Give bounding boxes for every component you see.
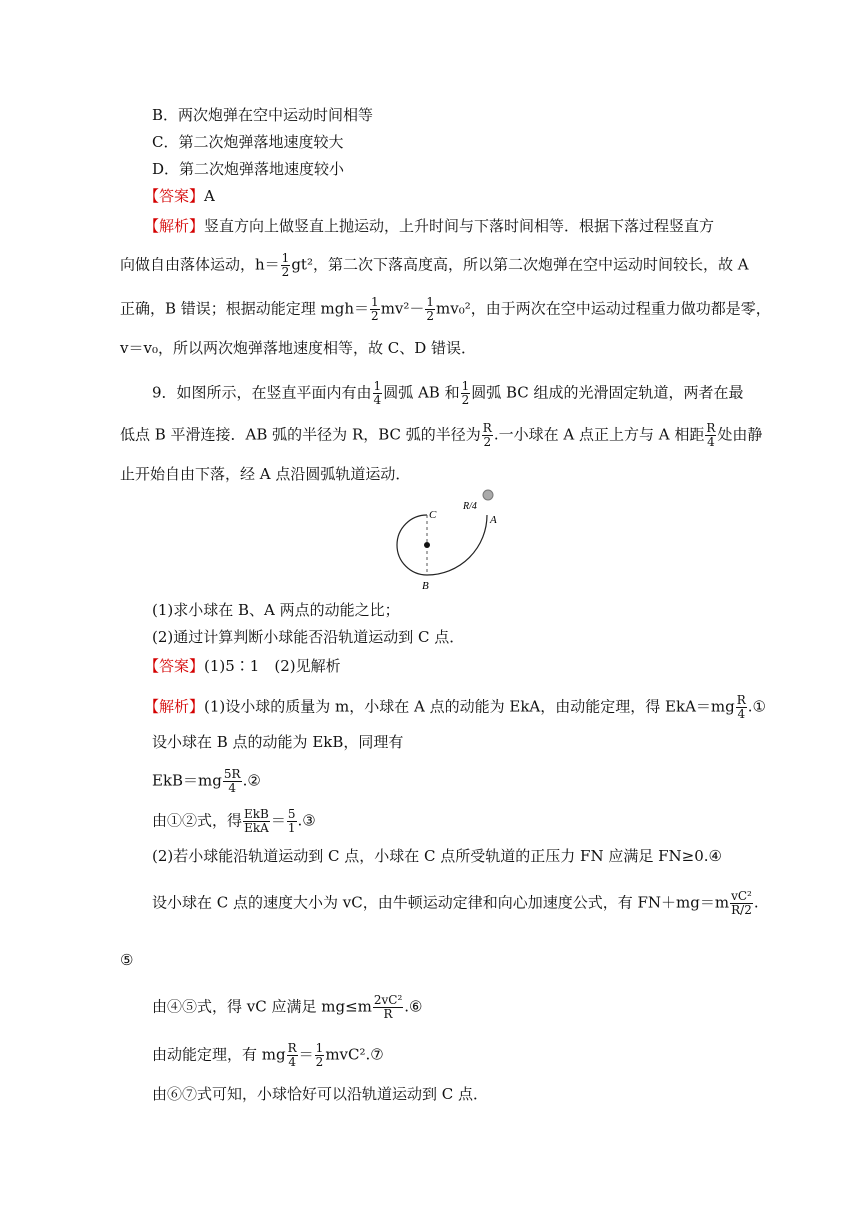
- answer-value: (1)5∶1 (2)见解析: [204, 657, 341, 675]
- fraction: $\frac{1}{2}$: [315, 1041, 324, 1069]
- text: .: [753, 893, 759, 912]
- fraction: $\frac{\text{vC²}}{R/2}$: [731, 889, 752, 917]
- text: ＝: [270, 811, 286, 830]
- question-9-sub1: (1)求小球在 B、A 两点的动能之比；: [152, 601, 400, 619]
- option-b: B．两次炮弹在空中运动时间相等: [152, 106, 374, 124]
- text: 向做自由落体运动，h＝: [120, 255, 280, 274]
- fraction: $\frac{1}{2}$: [426, 295, 435, 323]
- arc-bc: [397, 515, 427, 575]
- text: .一小球在 A 点正上方与 A 相距: [493, 425, 705, 444]
- text: .②: [242, 771, 261, 790]
- fraction: $\frac{5}{1}$: [287, 807, 296, 835]
- explanation-9-line8: [152, 994, 423, 1021]
- text: .③: [297, 811, 316, 830]
- option-c: C．第二次炮弹落地速度较大: [152, 133, 344, 151]
- fraction: $\frac{R}{4}$: [287, 1041, 297, 1069]
- fraction: $\frac{\text{EkB}}{\text{EkA}}$: [244, 807, 269, 835]
- answer-9: [144, 656, 341, 676]
- explanation-8-line2: [120, 252, 749, 279]
- text: 竖直方向上做竖直上抛运动，上升时间与下落时间相等．根据下落过程竖直方: [204, 217, 715, 235]
- text: 设小球在 C 点的速度大小为 vC，由牛顿运动定律和向心加速度公式，有 FN＋mg＝m: [152, 893, 730, 912]
- text: 正确，B 错误；根据动能定理 mgh＝: [120, 299, 370, 318]
- label-r4: R/4: [463, 501, 477, 512]
- text: 低点 B 平滑连接．AB 弧的半径为 R，BC 弧的半径为: [120, 425, 481, 444]
- question-9-line2: [120, 422, 762, 449]
- text: gt²，第二次下落高度高，所以第二次炮弹在空中运动时间较长，故 A: [291, 255, 749, 274]
- explanation-9-line5: (2)若小球能沿轨道运动到 C 点，小球在 C 点所受轨道的正压力 FN 应满足 FN≥0.④: [152, 847, 722, 865]
- explanation-9-line2: 设小球在 B 点的动能为 EkB，同理有: [152, 733, 404, 751]
- explanation-tag: 【解析】: [144, 697, 205, 716]
- explanation-9-line10: 由⑥⑦式可知，小球恰好可以沿轨道运动到 C 点．: [152, 1085, 489, 1103]
- arc-ab: [427, 515, 487, 575]
- fraction: $\frac{R}{4}$: [736, 693, 746, 721]
- explanation-8-line3: [120, 296, 771, 323]
- answer-8: [144, 186, 215, 206]
- explanation-9-line4: [152, 808, 316, 835]
- text: 处由静: [717, 425, 763, 444]
- explanation-9-line3: [152, 768, 261, 795]
- answer-value: A: [204, 187, 215, 205]
- fraction: $\frac{\text{2vC²}}{R}$: [373, 993, 403, 1021]
- text: mv₀²，由于两次在空中运动过程重力做功都是零，: [436, 299, 771, 318]
- explanation-8-line1: [144, 216, 714, 236]
- text: 9．如图所示，在竖直平面内有由: [152, 383, 372, 402]
- answer-tag: 【答案】: [144, 657, 205, 675]
- text: 由①②式，得: [152, 811, 243, 830]
- text: .①: [747, 697, 766, 716]
- explanation-8-line4: v＝v₀，所以两次炮弹落地速度相等，故 C、D 错误．: [120, 339, 477, 357]
- fraction: $\frac{1}{2}$: [461, 379, 470, 407]
- center-dot: [424, 542, 430, 548]
- explanation-9-line7: ⑤: [120, 951, 134, 969]
- text: 圆弧 AB 和: [383, 383, 460, 402]
- fraction: $\frac{1}{2}$: [371, 295, 379, 323]
- explanation-9-line1: [144, 694, 766, 721]
- fraction: $\frac{R}{4}$: [706, 421, 716, 449]
- explanation-9-line9: [152, 1042, 384, 1069]
- text: 圆弧 BC 组成的光滑固定轨道，两者在最: [471, 383, 744, 402]
- text: 由④⑤式，得 vC 应满足 mg≤m: [152, 997, 372, 1016]
- fraction: $\frac{1}{4}$: [373, 379, 382, 407]
- label-b: B: [422, 580, 429, 592]
- text: mvC².⑦: [325, 1045, 384, 1064]
- fraction: $\frac{R}{2}$: [482, 421, 492, 449]
- question-9-line3: 止开始自由下落，经 A 点沿圆弧轨道运动．: [120, 465, 411, 483]
- question-9-line1: [152, 380, 744, 407]
- text: ＝: [298, 1045, 314, 1064]
- question-9-sub2: (2)通过计算判断小球能否沿轨道运动到 C 点．: [152, 628, 465, 646]
- answer-tag: 【答案】: [144, 187, 205, 205]
- label-a: A: [490, 514, 497, 526]
- ball: [483, 490, 493, 500]
- explanation-tag: 【解析】: [144, 217, 205, 235]
- text: EkB＝mg: [152, 771, 222, 790]
- track-figure: [385, 485, 505, 595]
- text: .⑥: [404, 997, 423, 1016]
- explanation-9-line6: [152, 890, 759, 917]
- option-d: D．第二次炮弹落地速度较小: [152, 160, 345, 178]
- fraction: $\frac{5R}{4}$: [223, 767, 241, 795]
- text: mv²－: [380, 299, 425, 318]
- text: (1)设小球的质量为 m，小球在 A 点的动能为 EkA，由动能定理，得 EkA＝mg: [204, 697, 735, 716]
- text: 由动能定理，有 mg: [152, 1045, 286, 1064]
- label-c: C: [429, 509, 437, 521]
- fraction: $\frac{1}{2}$: [281, 251, 290, 279]
